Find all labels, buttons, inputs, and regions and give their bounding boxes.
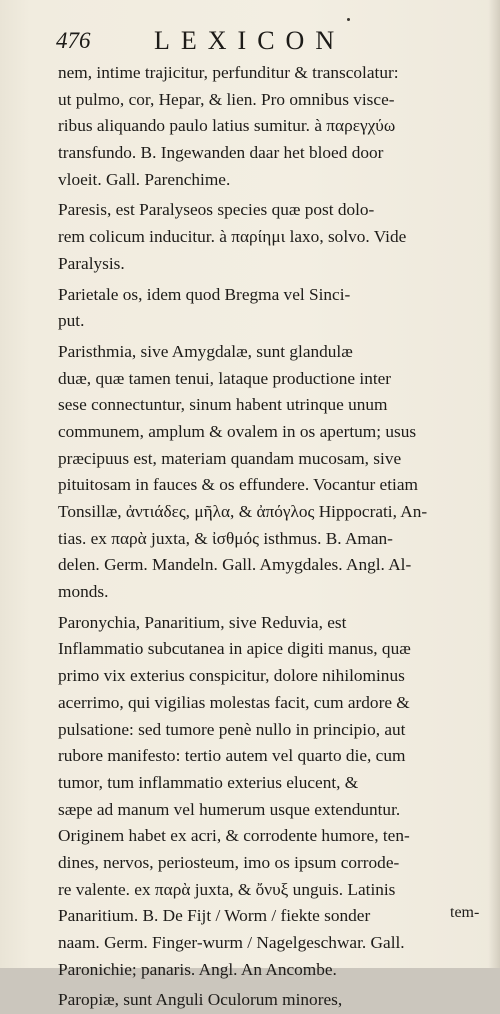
text-line: Inflammatio subcutanea in apice digiti manus, quæ [58, 639, 411, 659]
text-line: duæ, quæ tamen tenui, lataque productione inter [58, 368, 392, 388]
text-line: primo vix exterius conspicitur, dolore nihilominus [58, 666, 405, 686]
text-line: præcipuus est, materiam quandam mucosam, sive [58, 448, 402, 468]
text-line: re valente. ex παρὰ juxta, & ὄνυξ unguis. Latinis [58, 879, 396, 899]
text-line: Originem habet ex acri, & corrodente humore, ten- [58, 826, 410, 846]
running-header [56, 26, 416, 62]
running-title: LEXICON [154, 26, 346, 55]
entry-paristhmia: Paristhmia, sive Amygdalæ, sunt glandulæ [58, 341, 353, 361]
text-line: Paronichie; panaris. Angl. An Ancombe. [58, 959, 337, 979]
text-line: pulsatione: sed tumore penè nullo in principio, aut [58, 719, 406, 739]
print-speck [347, 18, 350, 21]
catchword: tem- [450, 904, 480, 921]
text-line: naam. Germ. Finger-wurm / Nagelgeschwar. Gall. [58, 933, 405, 952]
text-line: Paralysis. [58, 253, 125, 273]
text-line: acerrimo, qui vigilias molestas facit, cum ardore & [58, 692, 410, 712]
text-line: tias. ex παρὰ juxta, & ἰσθμός isthmus. B. Aman- [58, 528, 393, 548]
page-edge-shadow [488, 0, 500, 968]
text-line: rubore manifesto: tertio autem vel quarto die, cum [58, 746, 406, 766]
text-line: communem, amplum & ovalem in os apertum; usus [58, 421, 417, 441]
text-line: sese connectuntur, sinum habent utrinque unum [58, 395, 388, 415]
text-line: ribus aliquando paulo latius sumitur. à παρεγχύω [58, 116, 396, 136]
text-line: ut pulmo, cor, Hepar, & lien. Pro omnibus visce- [58, 89, 395, 109]
entry-paresis: Paresis, est Paralyseos species quæ post dolo- [58, 200, 375, 220]
text-line: pituitosam in fauces & os effundere. Vocantur etiam [58, 475, 418, 495]
text-line: sæpe ad manum vel humerum usque extenduntur. [58, 799, 401, 819]
text-line: Tonsillæ, ἀντιάδες, μῆλα, & ἀπόγλος Hippocrati, An- [58, 502, 428, 521]
page-number: 476 [56, 28, 91, 53]
text-line: monds. [58, 582, 109, 602]
text-line: nem, intime trajicitur, perfunditur & transcolatur: [58, 63, 399, 82]
text-line: dines, nervos, periosteum, imo os ipsum corrode- [58, 852, 400, 872]
text-line: tumor, tum inflammatio exterius elucent, & [58, 772, 359, 792]
entry-parietale-os: Parietale os, idem quod Bregma vel Sinci- [58, 284, 351, 304]
entry-paronychia: Paronychia, Panaritium, sive Reduvia, est [58, 612, 347, 632]
body-text [58, 60, 484, 1014]
text-line: delen. Germ. Mandeln. Gall. Amygdales. Angl. Al- [58, 555, 412, 575]
text-line: vloeit. Gall. Parenchime. [58, 169, 231, 189]
text-line: transfundo. B. Ingewanden daar het bloed door [58, 143, 384, 163]
entry-paropiae: Paropiæ, sunt Anguli Oculorum minores, [58, 990, 343, 1010]
text-line: rem colicum inducitur. à παρίημι laxo, solvo. Vide [58, 227, 407, 247]
text-line: put. [58, 311, 85, 331]
text-line: Panaritium. B. De Fijt / Worm / fiekte sonder [58, 906, 371, 926]
